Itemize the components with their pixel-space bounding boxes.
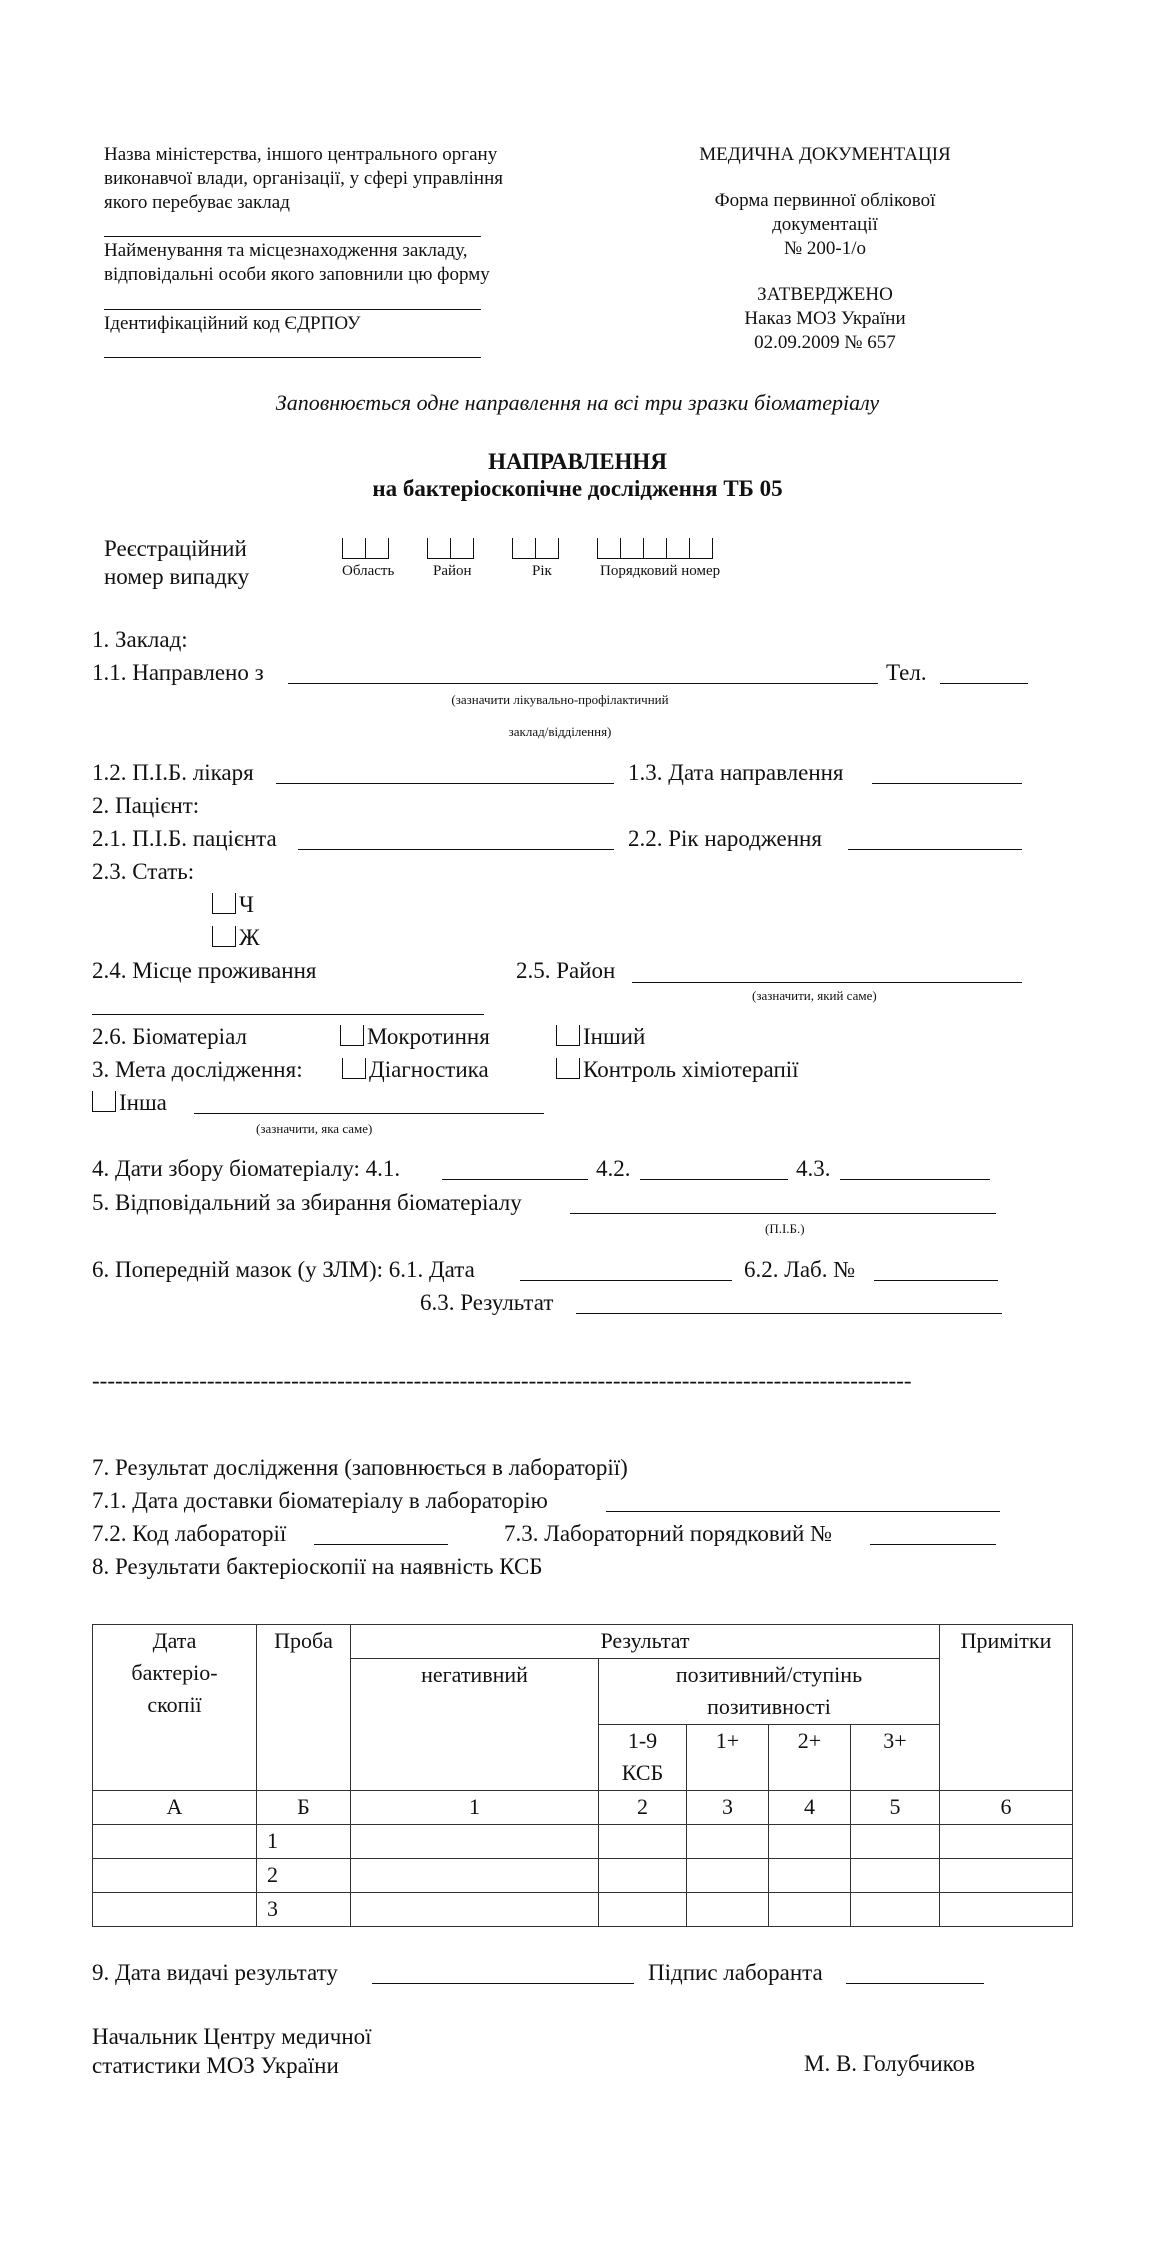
seq-caption: Порядковий номер: [600, 563, 721, 579]
other-biomaterial-option[interactable]: Інший: [556, 1024, 645, 1050]
seq-number-cells[interactable]: [597, 537, 713, 563]
form-info: МЕДИЧНА ДОКУМЕНТАЦІЯ Форма первинної облікової документації № 200-1/о ЗАТВЕРДЖЕНО Наказ МОЗ України 02.09.2009 № 657: [640, 143, 1010, 355]
sample-cell: 2: [257, 1859, 351, 1893]
page-subtitle: на бактеріоскопічне дослідження ТБ 05: [372, 476, 783, 501]
index-cell: 1: [351, 1791, 599, 1825]
responsible-field[interactable]: [570, 1213, 996, 1214]
sputum-checkbox[interactable]: [340, 1025, 364, 1046]
header-1-plus: 1+: [687, 1725, 769, 1791]
index-cell: 4: [769, 1791, 851, 1825]
sample-cell: 3: [257, 1893, 351, 1927]
lab-number-label: 6.2. Лаб. №: [744, 1257, 856, 1282]
other-biomaterial-checkbox[interactable]: [556, 1025, 580, 1046]
index-cell: 3: [687, 1791, 769, 1825]
residence-field[interactable]: [92, 1014, 484, 1015]
smear-date-field[interactable]: [520, 1280, 732, 1281]
results-table: [92, 1624, 1073, 1927]
tel-label: Тел.: [886, 660, 927, 685]
index-cell: 2: [599, 1791, 687, 1825]
diagnostics-option[interactable]: Діагностика: [342, 1057, 489, 1083]
lab-code-field[interactable]: [314, 1544, 448, 1545]
header-2-plus: 2+: [769, 1725, 851, 1791]
edrpou-field-line[interactable]: [104, 357, 481, 358]
index-cell: 5: [851, 1791, 940, 1825]
tel-field[interactable]: [940, 683, 1028, 684]
residence-label: 2.4. Місце проживання: [92, 958, 317, 983]
section-patient: 2. Пацієнт:: [92, 793, 200, 818]
district-field[interactable]: [632, 982, 1022, 983]
district-hint: (зазначити, який саме): [752, 988, 877, 1003]
index-cell: 6: [940, 1791, 1073, 1825]
header-result: Результат: [351, 1625, 940, 1659]
date-cell[interactable]: [93, 1893, 257, 1927]
smear-result-label: 6.3. Результат: [420, 1290, 554, 1315]
lab-seq-field[interactable]: [870, 1544, 996, 1545]
section-facility: 1. Заклад:: [92, 627, 188, 652]
lab-signature-label: Підпис лаборанта: [648, 1960, 823, 1985]
ministry-field-line[interactable]: [104, 236, 481, 237]
birth-year-field[interactable]: [848, 849, 1022, 850]
table-row[interactable]: [93, 1825, 1073, 1859]
responsible-label: 5. Відповідальний за збирання біоматеріалу: [92, 1190, 522, 1215]
chief-title: Начальник Центру медичної статистики МОЗ України: [92, 2024, 372, 2078]
referred-from-field[interactable]: [288, 683, 878, 684]
approved-label: ЗАТВЕРДЖЕНО: [757, 284, 893, 305]
year-caption: Рік: [532, 563, 552, 579]
header-date: Дата бактеріо- скопії: [93, 1625, 257, 1791]
oblast-caption: Область: [342, 563, 395, 579]
oblast-cells[interactable]: [342, 537, 389, 563]
patient-name-field[interactable]: [298, 849, 614, 850]
sex-male-checkbox[interactable]: [212, 893, 236, 914]
chemo-control-checkbox[interactable]: [556, 1058, 580, 1079]
sex-female-checkbox[interactable]: [212, 926, 236, 947]
responsible-hint: (П.І.Б.): [765, 1221, 805, 1236]
chief-name: М. В. Голубчиков: [804, 2051, 976, 2076]
sample-cell: 1: [257, 1825, 351, 1859]
facility-field-line[interactable]: [104, 309, 481, 310]
lab-result-label: 7. Результат дослідження (заповнюється в лабораторії): [92, 1455, 628, 1480]
doctor-name-label: 1.2. П.І.Б. лікаря: [92, 760, 254, 785]
other-purpose-option[interactable]: Інша: [92, 1090, 167, 1116]
raion-caption: Район: [433, 563, 472, 579]
biomaterial-label: 2.6. Біоматеріал: [92, 1024, 247, 1049]
purpose-label: 3. Мета дослідження:: [92, 1057, 303, 1082]
sex-label: 2.3. Стать:: [92, 859, 195, 884]
year-cells[interactable]: [512, 537, 559, 563]
header-sample: Проба: [257, 1625, 351, 1791]
sputum-option[interactable]: Мокротиння: [340, 1024, 490, 1050]
referral-date-field[interactable]: [872, 783, 1022, 784]
other-purpose-field[interactable]: [194, 1113, 544, 1114]
delivery-date-label: 7.1. Дата доставки біоматеріалу в лабораторію: [92, 1488, 548, 1513]
med-doc-label: МЕДИЧНА ДОКУМЕНТАЦІЯ: [699, 144, 951, 165]
form-number: № 200-1/о: [784, 238, 866, 259]
registration-label: Реєстраційний номер випадку: [104, 536, 250, 589]
bacterioscopy-results-label: 8. Результати бактеріоскопії на наявність КСБ: [92, 1554, 543, 1579]
issue-date-label: 9. Дата видачі результату: [92, 1960, 338, 1985]
sex-male-option[interactable]: Ч: [212, 892, 254, 918]
page-title: НАПРАВЛЕННЯ: [488, 449, 667, 474]
collection-date-3-field[interactable]: [840, 1179, 990, 1180]
index-cell: А: [93, 1791, 257, 1825]
facility-label: Найменування та місцезнаходження закладу, відповідальні особи якого заповнили цю форму: [104, 240, 490, 285]
lab-signature-field[interactable]: [846, 1983, 984, 1984]
lab-seq-label: 7.3. Лабораторний порядковий №: [504, 1521, 833, 1546]
table-row[interactable]: [93, 1893, 1073, 1927]
other-purpose-hint: (зазначити, яка саме): [256, 1121, 373, 1136]
facility-hint: (зазначити лікувально-профілактичний: [451, 692, 669, 707]
collection-date-2-field[interactable]: [640, 1179, 788, 1180]
index-cell: Б: [257, 1791, 351, 1825]
collection-date-3-label: 4.3.: [796, 1156, 831, 1181]
delivery-date-field[interactable]: [606, 1511, 1000, 1512]
header-3-plus: 3+: [851, 1725, 940, 1791]
referral-date-label: 1.3. Дата направлення: [628, 760, 844, 785]
table-index-row: [93, 1791, 1073, 1825]
patient-name-label: 2.1. П.І.Б. пацієнта: [92, 826, 277, 851]
header-negative: негативний: [351, 1659, 599, 1791]
cut-line: -----------------------------------------------------------------------------------------------------------: [92, 1368, 912, 1393]
date-cell[interactable]: [93, 1859, 257, 1893]
instruction-text: Заповнюється одне направлення на всі три зразки біоматеріалу: [275, 390, 880, 415]
header-positive: позитивний/ступінь позитивності: [599, 1659, 940, 1725]
issue-date-field[interactable]: [372, 1983, 634, 1984]
doctor-name-field[interactable]: [276, 783, 614, 784]
header-notes: Примітки: [940, 1625, 1073, 1791]
raion-cells[interactable]: [427, 537, 474, 563]
collection-dates-label: 4. Дати збору біоматеріалу: 4.1.: [92, 1156, 401, 1181]
date-cell[interactable]: [93, 1825, 257, 1859]
lab-number-field[interactable]: [874, 1280, 998, 1281]
birth-year-label: 2.2. Рік народження: [628, 826, 822, 851]
collection-date-2-label: 4.2.: [596, 1156, 631, 1181]
edrpou-label: Ідентифікаційний код ЄДРПОУ: [104, 313, 361, 334]
facility-hint-2: заклад/відділення): [508, 724, 612, 739]
other-purpose-checkbox[interactable]: [92, 1091, 116, 1112]
smear-result-field[interactable]: [576, 1313, 1002, 1314]
previous-smear-label: 6. Попередній мазок (у ЗЛМ): 6.1. Дата: [92, 1257, 475, 1282]
district-label: 2.5. Район: [516, 958, 616, 983]
diagnostics-checkbox[interactable]: [342, 1058, 366, 1079]
table-row[interactable]: [93, 1859, 1073, 1893]
chemo-control-option[interactable]: Контроль хіміотерапії: [556, 1057, 799, 1083]
sex-female-option[interactable]: Ж: [212, 925, 260, 951]
collection-date-1-field[interactable]: [442, 1179, 588, 1180]
ministry-label: Назва міністерства, іншого центрального органу виконавчої влади, організації, у сфері управління якого перебуває заклад: [104, 144, 503, 213]
lab-code-label: 7.2. Код лабораторії: [92, 1521, 287, 1546]
header-1-9-afb: 1-9 КСБ: [599, 1725, 687, 1791]
referred-from-label: 1.1. Направлено з: [92, 660, 264, 685]
